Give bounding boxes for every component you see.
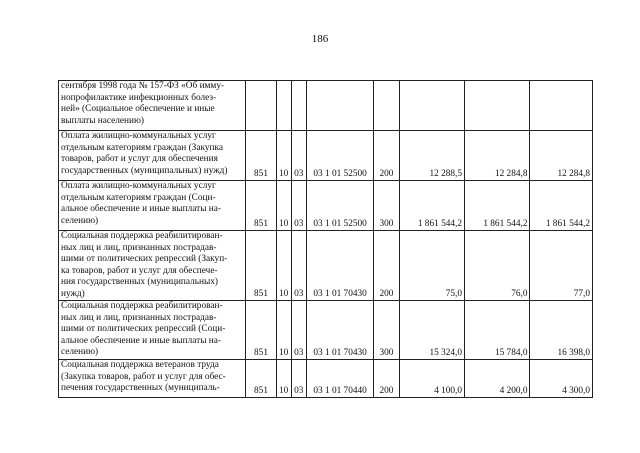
description-line: товаров, работ и услуг для обеспечения — [61, 154, 218, 164]
description-line: Оплата жилищно-коммунальных услуг — [61, 181, 216, 191]
cell-sum-1: 1 861 544,2 — [399, 181, 464, 231]
description-line: отдельным категориям граждан (Закупка — [61, 142, 223, 153]
page-number: 186 — [311, 33, 329, 45]
row-description — [59, 301, 246, 360]
cell-csr: 03 1 01 70430 — [306, 231, 374, 301]
cell-sum-3: 1 861 544,2 — [530, 181, 593, 231]
description-line: альное обеспечение и иные выплаты на- — [61, 335, 222, 346]
cell-grbs: 851 — [246, 301, 276, 360]
description-line: государственных (муниципальных) нужд) — [61, 165, 228, 176]
table-row — [59, 231, 593, 301]
cell-sum-1: 15 324,0 — [399, 301, 464, 360]
table-row — [59, 181, 593, 231]
cell-sum-3: 16 398,0 — [530, 301, 593, 360]
description-line: Социальная поддержка реабилитирован- — [61, 231, 223, 241]
table-row — [59, 360, 593, 398]
description-line: ния государственных (муниципальных) — [61, 277, 218, 287]
cell-rz: 10 — [276, 131, 291, 181]
cell-pr: 03 — [291, 301, 306, 360]
cell-csr: 03 1 01 52500 — [306, 181, 374, 231]
description-line: шими от политических репрессий (Соци- — [61, 324, 226, 334]
budget-table — [58, 80, 593, 398]
description-line: сентября 1998 года № 157-ФЗ «Об имму- — [61, 81, 225, 91]
cell-csr: 03 1 01 70440 — [306, 360, 374, 398]
description-line: Оплата жилищно-коммунальных услуг — [61, 131, 216, 141]
cell-sum-2: 12 284,8 — [465, 131, 530, 181]
cell-sum-2: 15 784,0 — [465, 301, 530, 360]
cell-sum-1: 12 288,5 — [399, 131, 464, 181]
cell-grbs: 851 — [246, 231, 276, 301]
description-line: печения государственных (муниципаль- — [61, 383, 220, 393]
description-line: селению) — [61, 347, 99, 357]
description-line: выплаты населению) — [61, 115, 144, 126]
cell-pr: 03 — [291, 231, 306, 301]
description-line: ных лиц и лиц, признанных пострадав- — [61, 242, 217, 253]
cell-sum-2 — [465, 81, 530, 131]
cell-sum-3 — [530, 81, 593, 131]
description-line: альное обеспечение и иные выплаты на- — [61, 204, 222, 214]
row-description — [59, 81, 246, 131]
description-line: шими от политических репрессий (Закуп- — [61, 254, 228, 264]
cell-pr: 03 — [291, 181, 306, 231]
cell-sum-2: 4 200,0 — [465, 360, 530, 398]
cell-csr: 03 1 01 52500 — [306, 131, 374, 181]
cell-pr: 03 — [291, 131, 306, 181]
cell-sum-3: 77,0 — [530, 231, 593, 301]
cell-sum-2: 1 861 544,2 — [465, 181, 530, 231]
row-description — [59, 131, 246, 181]
cell-vr: 300 — [374, 181, 399, 231]
cell-sum-3: 12 284,8 — [530, 131, 593, 181]
description-line: отдельным категориям граждан (Соци- — [61, 192, 216, 203]
table-row — [59, 301, 593, 360]
description-line: Социальная поддержка реабилитирован- — [61, 301, 223, 311]
description-line: (Закупка товаров, работ и услуг для обес- — [61, 371, 226, 382]
description-line: Социальная поддержка ветеранов труда — [61, 360, 219, 370]
cell-csr — [306, 81, 374, 131]
table-row — [59, 131, 593, 181]
cell-rz — [276, 81, 291, 131]
cell-pr: 03 — [291, 360, 306, 398]
cell-sum-1: 75,0 — [399, 231, 464, 301]
cell-rz: 10 — [276, 301, 291, 360]
row-description — [59, 360, 246, 398]
cell-vr: 300 — [374, 301, 399, 360]
cell-vr: 200 — [374, 360, 399, 398]
cell-pr — [291, 81, 306, 131]
cell-sum-2: 76,0 — [465, 231, 530, 301]
cell-sum-1 — [399, 81, 464, 131]
description-line: ней» (Социальное обеспечение и иные — [61, 104, 215, 114]
row-description — [59, 181, 246, 231]
description-line: ка товаров, работ и услуг для обеспече- — [61, 265, 218, 276]
cell-vr — [374, 81, 399, 131]
cell-grbs: 851 — [246, 181, 276, 231]
description-line: селению) — [61, 215, 99, 226]
table-row — [59, 81, 593, 131]
cell-grbs: 851 — [246, 360, 276, 398]
description-line: нопрофилактике инфекционных болез- — [61, 92, 217, 103]
cell-rz: 10 — [276, 360, 291, 398]
cell-grbs: 851 — [246, 131, 276, 181]
cell-rz: 10 — [276, 231, 291, 301]
description-line: ных лиц и лиц, признанных пострадав- — [61, 312, 217, 323]
cell-csr: 03 1 01 70430 — [306, 301, 374, 360]
row-description — [59, 231, 246, 301]
cell-vr: 200 — [374, 131, 399, 181]
cell-sum-1: 4 100,0 — [399, 360, 464, 398]
cell-vr: 200 — [374, 231, 399, 301]
cell-rz: 10 — [276, 181, 291, 231]
cell-sum-3: 4 300,0 — [530, 360, 593, 398]
cell-grbs — [246, 81, 276, 131]
description-line: нужд) — [61, 288, 85, 299]
